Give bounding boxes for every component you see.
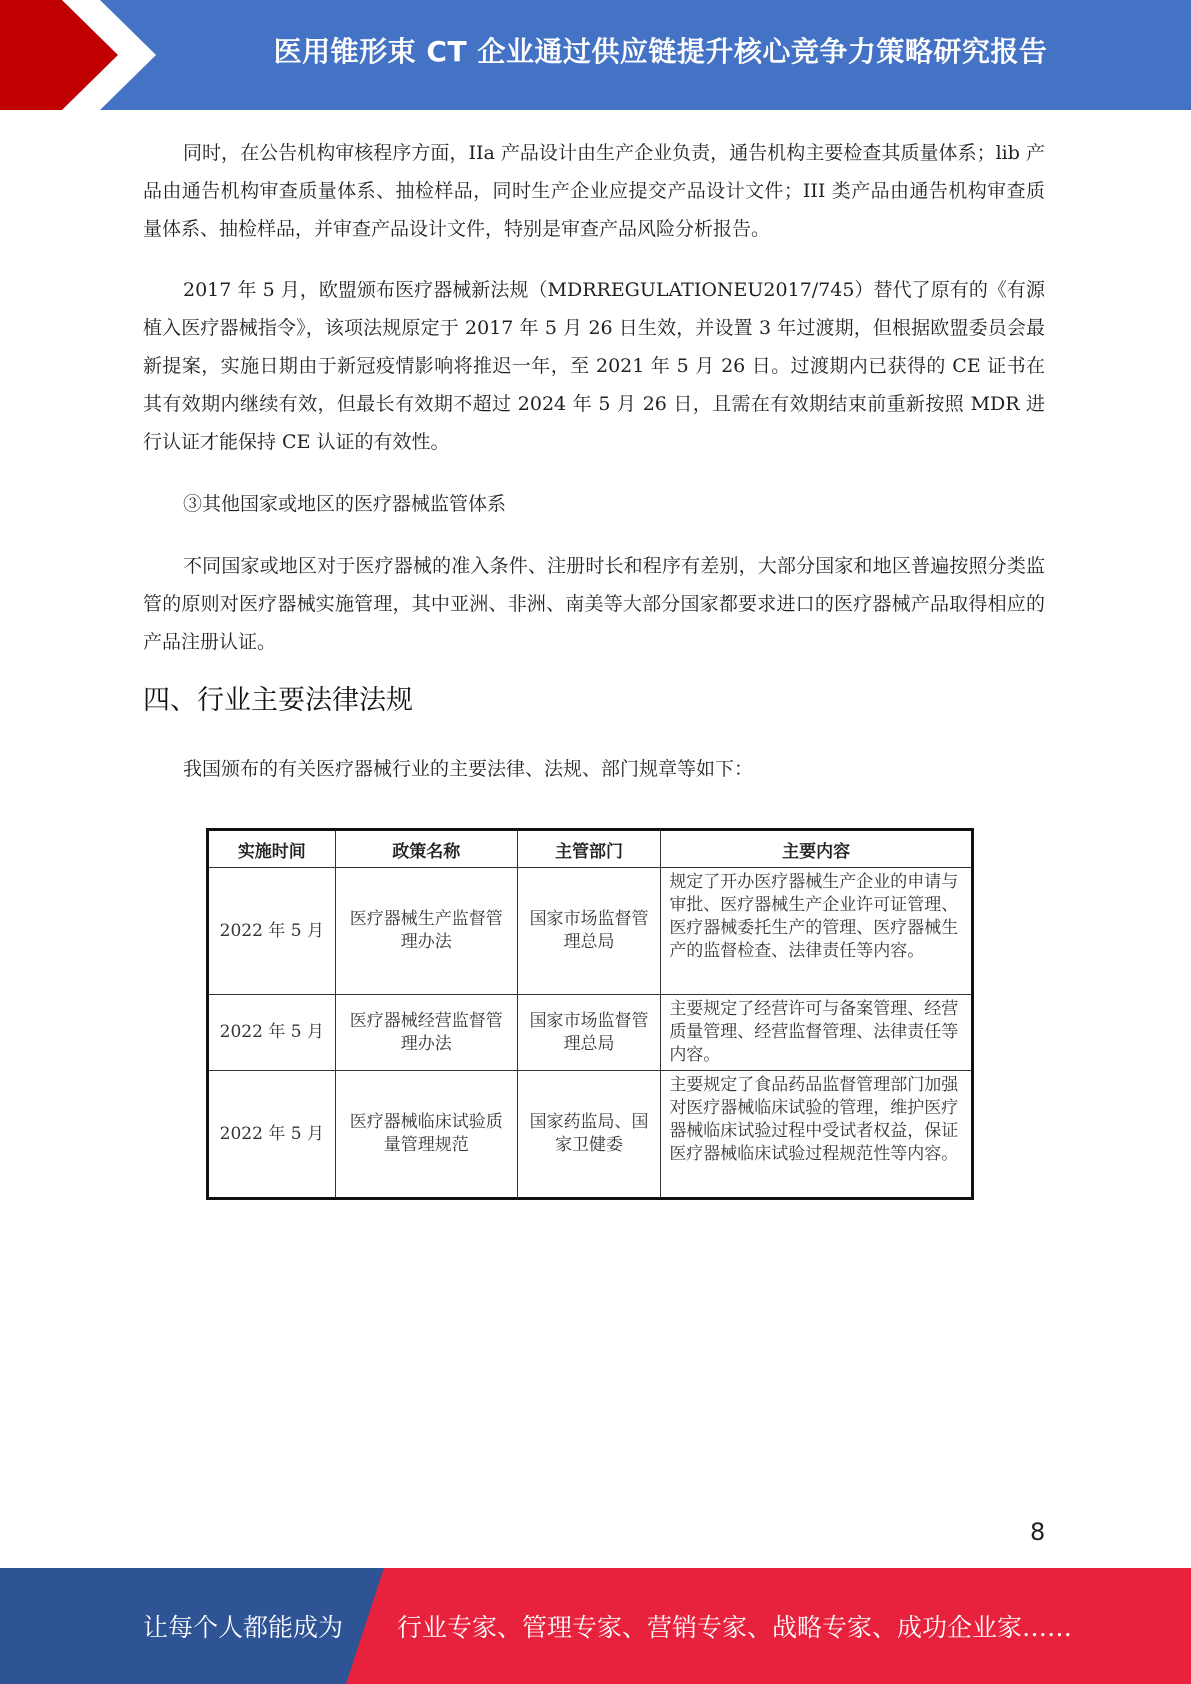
table-row	[208, 995, 973, 1071]
header-policy-name: 政策名称	[335, 830, 517, 868]
cell-policy-name: 医疗器械经营监督管理办法	[335, 995, 517, 1071]
page-header	[0, 0, 1191, 110]
table-row	[208, 1071, 973, 1199]
cell-content: 主要规定了经营许可与备案管理、经营质量管理、经营监督管理、法律责任等内容。	[661, 995, 973, 1071]
footer-slogan-left: 让每个人都能成为	[143, 1613, 344, 1642]
report-title: 医用锥形束 CT 企业通过供应链提升核心竞争力策略研究报告	[273, 35, 1048, 68]
paragraph-subheading-other-countries: ③其他国家或地区的医疗器械监管体系	[183, 493, 507, 515]
header-date: 实施时间	[208, 830, 336, 868]
cell-content: 规定了开办医疗器械生产企业的申请与审批、医疗器械生产企业许可证管理、医疗器械委托生产的管理、医疗器械生产的监督检查、法律责任等内容。	[661, 868, 973, 995]
footer-slogan-right: 行业专家、管理专家、营销专家、战略专家、成功企业家……	[397, 1613, 1073, 1642]
cell-policy-name: 医疗器械临床试验质量管理规范	[335, 1071, 517, 1199]
paragraph-table-intro: 我国颁布的有关医疗器械行业的主要法律、法规、部门规章等如下：	[183, 758, 754, 780]
paragraph-other-countries: 不同国家或地区对于医疗器械的准入条件、注册时长和程序有差别，大部分国家和地区普遍按照分类监管的原则对医疗器械实施管理，其中亚洲、非洲、南美等大部分国家都要求进口的医疗器械产品取得相应的产品注册认证。	[143, 555, 1045, 653]
header-department: 主管部门	[517, 830, 660, 868]
cell-date: 2022 年 5 月	[208, 995, 336, 1071]
regulations-table	[206, 828, 974, 1200]
header-content: 主要内容	[661, 830, 973, 868]
section-heading: 四、行业主要法律法规	[143, 685, 413, 716]
cell-content: 主要规定了食品药品监督管理部门加强对医疗器械临床试验的管理，维护医疗器械临床试验过程中受试者权益，保证医疗器械临床试验过程规范性等内容。	[661, 1071, 973, 1199]
paragraph-notified-body: 同时，在公告机构审核程序方面，IIa 产品设计由生产企业负责，通告机构主要检查其质量体系；lib 产品由通告机构审查质量体系、抽检样品，同时生产企业应提交产品设计文件；III 类产品由通告机构审查质量体系、抽检样品，并审查产品设计文件，特别是审查产品风险分析报告。	[143, 142, 1045, 240]
paragraph-mdr-regulation: 2017 年 5 月，欧盟颁布医疗器械新法规（MDRREGULATIONEU2017/745）替代了原有的《有源植入医疗器械指令》，该项法规原定于 2017 年 5 月 26 日生效，并设置 3 年过渡期，但根据欧盟委员会最新提案，实施日期由于新冠疫情影响将推迟一年，至 2021 年 5 月 26 日。过渡期内已获得的 CE 证书在其有效期内继续有效，但最长有效期不超过 2024 年 5 月 26 日，且需在有效期结束前重新按照 MDR 进行认证才能保持 CE 认证的有效性。	[143, 279, 1045, 453]
table-header-row	[208, 830, 973, 868]
cell-date: 2022 年 5 月	[208, 1071, 336, 1199]
page-footer	[0, 1568, 1191, 1684]
cell-department: 国家药监局、国家卫健委	[517, 1071, 660, 1199]
cell-department: 国家市场监督管理总局	[517, 995, 660, 1071]
page-number: 8	[1030, 1518, 1046, 1546]
table-row	[208, 868, 973, 995]
cell-policy-name: 医疗器械生产监督管理办法	[335, 868, 517, 995]
cell-department: 国家市场监督管理总局	[517, 868, 660, 995]
cell-date: 2022 年 5 月	[208, 868, 336, 995]
